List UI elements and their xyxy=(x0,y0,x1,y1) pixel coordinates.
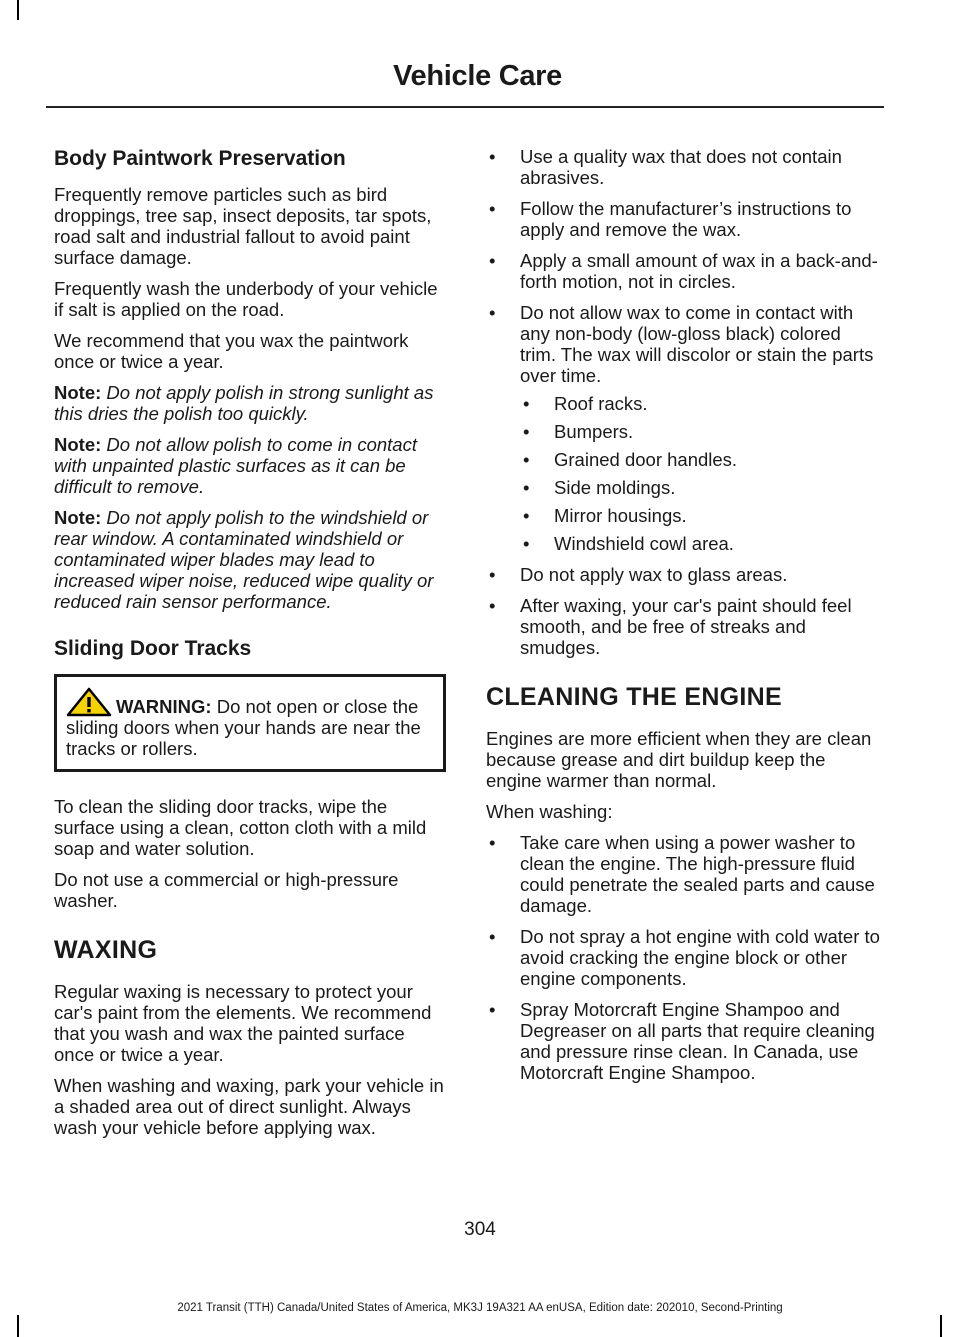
crop-mark-top-left xyxy=(17,0,19,20)
warning-box xyxy=(54,674,446,772)
note-text: Do not allow polish to come in contact with unpainted plastic surfaces as it can be difficult to remove. xyxy=(54,434,417,497)
note-text: Do not apply polish to the windshield or rear window. A contaminated windshield or contaminated wiper blades may lead to increased wiper noise, reduced wipe quality or reduced rain sensor performance. xyxy=(54,507,434,612)
list-item: • Use a quality wax that does not contain abrasives. xyxy=(486,146,880,188)
sub-list-item: • Grained door handles. xyxy=(486,449,880,470)
list-item: • Follow the manufacturer’s instructions to apply and remove the wax. xyxy=(486,198,880,240)
warning-label: WARNING: xyxy=(116,696,212,717)
note-label: Note: xyxy=(54,507,102,528)
heading-sliding-door-tracks: Sliding Door Tracks xyxy=(54,637,252,660)
list-item: • Apply a small amount of wax in a back-and-forth motion, not in circles. xyxy=(486,250,880,292)
right-column xyxy=(486,146,880,1093)
list-item: • Take care when using a power washer to clean the engine. The high-pressure fluid could penetrate the sealed parts and cause damage. xyxy=(486,832,880,916)
list-item-text: Do not allow wax to come in contact with any non-body (low-gloss black) colored trim. The wax will discolor or stain the parts over time. xyxy=(520,302,874,386)
trim-parts-list xyxy=(486,393,880,554)
paragraph: When washing and waxing, park your vehicle in a shaded area out of direct sunlight. Always wash your vehicle before applying wax. xyxy=(54,1075,444,1138)
list-item: • Spray Motorcraft Engine Shampoo and Degreaser on all parts that require cleaning and pressure rinse clean. In Canada, use Motorcraft Engine Shampoo. xyxy=(486,999,880,1083)
left-column xyxy=(54,146,446,1148)
sub-list-item: • Windshield cowl area. xyxy=(486,533,880,554)
note-label: Note: xyxy=(54,434,102,455)
paragraph: Frequently wash the underbody of your vehicle if salt is applied on the road. xyxy=(54,278,438,320)
paragraph: Frequently remove particles such as bird droppings, tree sap, insect deposits, tar spots, road salt and industrial fallout to avoid paint surface damage. xyxy=(54,184,432,268)
heading-cleaning-the-engine: CLEANING THE ENGINE xyxy=(486,683,782,711)
list-item xyxy=(486,302,880,554)
crop-mark-bottom-right xyxy=(940,1315,942,1337)
wax-tips-list xyxy=(486,146,880,658)
footer-edition-info: 2021 Transit (TTH) Canada/United States of America, MK3J 19A321 AA enUSA, Edition date: 202010, Second-Printing xyxy=(177,1302,783,1314)
page-number: 304 xyxy=(464,1219,496,1240)
heading-body-paintwork: Body Paintwork Preservation xyxy=(54,147,346,170)
note xyxy=(54,434,446,497)
crop-mark-bottom-left xyxy=(17,1315,19,1337)
paragraph: We recommend that you wax the paintwork once or twice a year. xyxy=(54,330,409,372)
note-label: Note: xyxy=(54,382,102,403)
list-item: • Do not apply wax to glass areas. xyxy=(486,564,880,585)
warning-text: Do not open or close the sliding doors when your hands are near the tracks or rollers. xyxy=(66,696,421,759)
paragraph: To clean the sliding door tracks, wipe the surface using a clean, cotton cloth with a mild soap and water solution. xyxy=(54,796,427,859)
list-item: • Do not spray a hot engine with cold water to avoid cracking the engine block or other engine components. xyxy=(486,926,880,989)
header-divider xyxy=(46,106,884,108)
note xyxy=(54,382,446,424)
engine-washing-list xyxy=(486,832,880,1083)
sub-list-item: • Mirror housings. xyxy=(486,505,880,526)
list-item: • After waxing, your car's paint should feel smooth, and be free of streaks and smudges. xyxy=(486,595,880,658)
paragraph: When washing: xyxy=(486,801,613,822)
paragraph: Regular waxing is necessary to protect your car's paint from the elements. We recommend that you wash and wax the painted surface once or twice a year. xyxy=(54,981,432,1065)
note-text: Do not apply polish in strong sunlight as this dries the polish too quickly. xyxy=(54,382,434,424)
note xyxy=(54,507,446,612)
warning-triangle-icon xyxy=(66,687,112,717)
paragraph: Engines are more efficient when they are clean because grease and dirt buildup keep the engine warmer than normal. xyxy=(486,728,872,791)
sub-list-item: • Roof racks. xyxy=(486,393,880,414)
sub-list-item: • Bumpers. xyxy=(486,421,880,442)
heading-waxing: WAXING xyxy=(54,936,158,964)
sub-list-item: • Side moldings. xyxy=(486,477,880,498)
page-header-title: Vehicle Care xyxy=(393,60,562,92)
paragraph: Do not use a commercial or high-pressure washer. xyxy=(54,869,399,911)
